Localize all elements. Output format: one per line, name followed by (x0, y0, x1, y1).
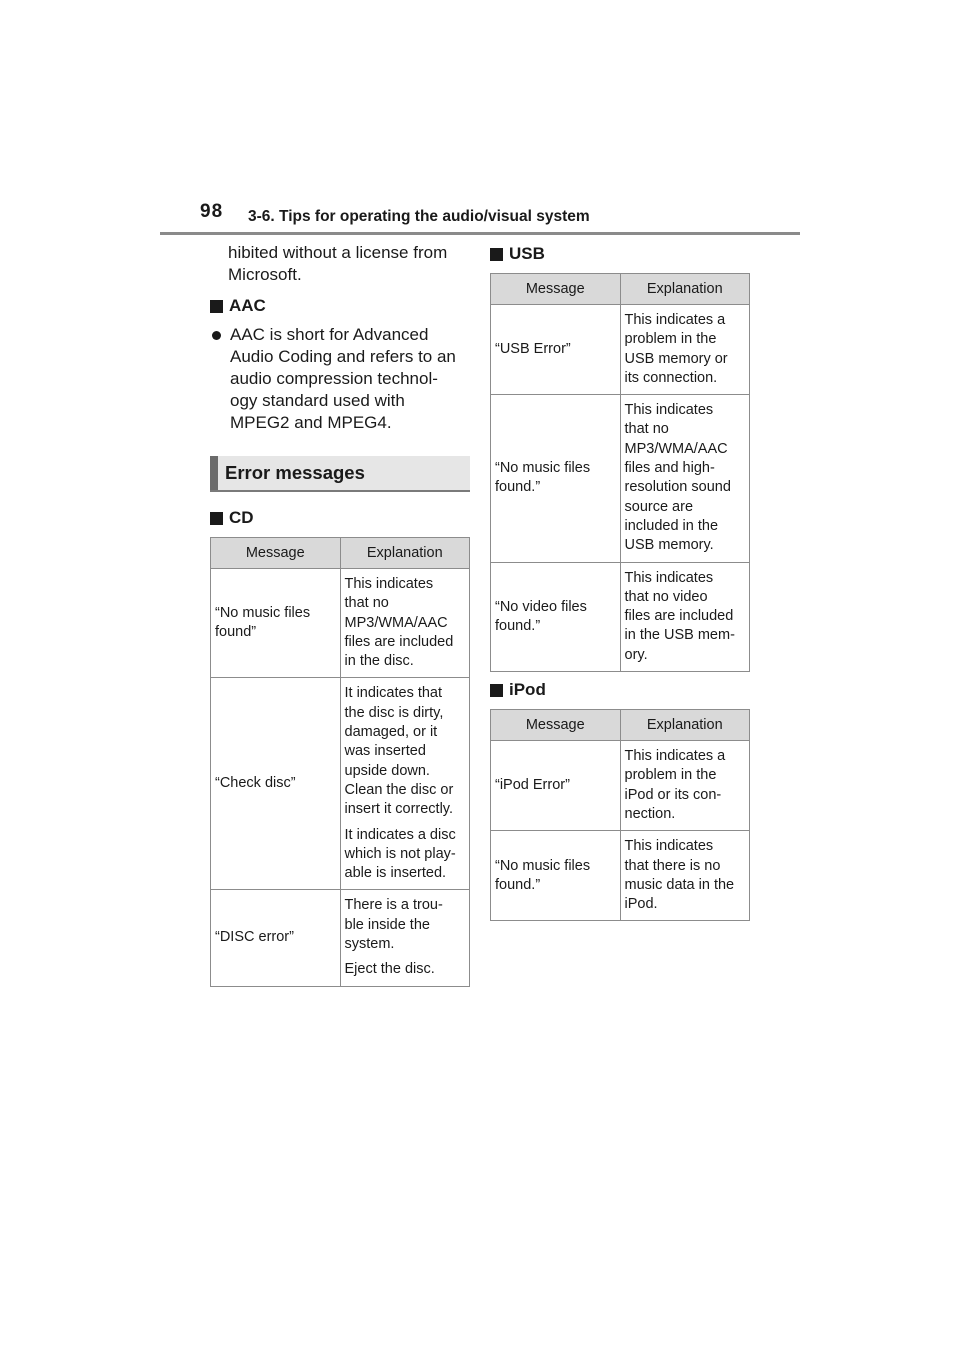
text-line: Clean the disc or (344, 781, 454, 798)
round-bullet-icon (212, 331, 221, 340)
text-line: Microsoft. (228, 265, 302, 284)
text-line: that no video (624, 588, 708, 605)
text-line: upside down. (344, 762, 430, 779)
explanation-cell (340, 569, 470, 678)
continued-paragraph (210, 242, 470, 286)
text-line: iPod. (624, 896, 658, 913)
text-line: MP3/WMA/AAC (344, 614, 448, 631)
text-line: included in the (624, 517, 719, 534)
explanation-paragraph (345, 826, 466, 884)
ipod-heading-label: iPod (509, 680, 546, 700)
explanation-cell (620, 395, 750, 562)
text-line: This indicates (624, 569, 714, 586)
table-row (491, 562, 750, 671)
explanation-paragraph (345, 684, 466, 819)
text-line: It indicates a disc (344, 826, 456, 843)
table-row (491, 395, 750, 562)
text-line: files are included (624, 608, 734, 625)
explanation-cell (620, 562, 750, 671)
explanation-paragraph (345, 575, 466, 671)
message-cell (491, 395, 621, 562)
text-line: in the disc. (344, 653, 414, 670)
cd-heading (210, 506, 470, 530)
text-line: nection. (624, 805, 676, 822)
message-cell (211, 890, 341, 986)
message-cell (491, 741, 621, 831)
text-line: files are included (344, 633, 454, 650)
explanation-cell (620, 305, 750, 395)
text-line: “No music files (495, 857, 591, 874)
table-header-row (211, 538, 470, 569)
text-line: MPEG2 and MPEG4. (230, 413, 392, 432)
text-line: source are (624, 498, 694, 515)
aac-bullet-text (230, 324, 456, 434)
text-line: resolution sound (624, 479, 731, 496)
running-header: 3-6. Tips for operating the audio/visual system (248, 208, 590, 225)
table-row (491, 305, 750, 395)
table-header-row (491, 274, 750, 305)
text-line: in the USB mem- (624, 627, 735, 644)
explanation-paragraph (625, 311, 746, 388)
text-line: which is not play- (344, 845, 456, 862)
text-line: This indicates a (624, 312, 726, 328)
text-line: found.” (495, 479, 541, 496)
text-line: This indicates (624, 838, 714, 855)
column-header-explanation: Explanation (620, 710, 750, 741)
usb-heading (490, 242, 750, 266)
header-rule (160, 232, 800, 235)
explanation-cell (340, 678, 470, 890)
text-line: that no (344, 595, 389, 612)
ipod-heading (490, 678, 750, 702)
column-header-explanation: Explanation (620, 274, 750, 305)
text-line: ory. (624, 646, 648, 663)
left-column (210, 240, 470, 987)
aac-heading (210, 294, 470, 318)
explanation-paragraph (345, 960, 466, 979)
text-line: “No video files (495, 598, 587, 615)
text-line: “USB Error” (495, 340, 571, 357)
text-line: audio compression technol- (230, 369, 438, 388)
table-row (211, 569, 470, 678)
text-line: files and high- (624, 460, 715, 477)
table-row (211, 678, 470, 890)
explanation-cell (620, 831, 750, 921)
usb-error-table (490, 273, 750, 672)
text-line: ogy standard used with (230, 391, 405, 410)
text-line: “iPod Error” (495, 776, 570, 793)
explanation-cell (340, 890, 470, 986)
column-header-message: Message (211, 538, 341, 569)
banner-bar (210, 456, 218, 490)
explanation-paragraph (625, 401, 746, 555)
text-line: found” (215, 624, 257, 641)
right-column (490, 240, 750, 921)
text-line: able is inserted. (344, 865, 447, 882)
text-line: There is a trou- (344, 897, 443, 914)
text-line: iPod or its con- (624, 786, 722, 803)
column-header-explanation: Explanation (340, 538, 470, 569)
text-line: USB memory or (624, 350, 728, 367)
text-line: Eject the disc. (344, 961, 435, 978)
text-line: hibited without a license from (228, 243, 448, 262)
ipod-error-table (490, 709, 750, 921)
text-line: AAC is short for Advanced (230, 325, 429, 344)
text-line: “Check disc” (215, 775, 296, 792)
square-bullet-icon (490, 684, 503, 697)
text-line: the disc is dirty, (344, 704, 444, 721)
column-header-message: Message (491, 710, 621, 741)
text-line: This indicates (344, 576, 434, 592)
text-line: “No music files (495, 460, 591, 477)
text-line: music data in the (624, 876, 735, 893)
explanation-cell (620, 741, 750, 831)
text-line: Audio Coding and refers to an (230, 347, 456, 366)
table-row (491, 741, 750, 831)
message-cell (211, 678, 341, 890)
text-line: that there is no (624, 857, 721, 874)
text-line: found.” (495, 617, 541, 634)
text-line: This indicates a (624, 748, 726, 765)
text-line: that no (624, 421, 669, 438)
table-row (211, 890, 470, 986)
table-header-row (491, 710, 750, 741)
column-header-message: Message (491, 274, 621, 305)
page-number: 98 (200, 201, 224, 222)
explanation-paragraph (345, 896, 466, 954)
message-cell (491, 305, 621, 395)
aac-heading-label: AAC (229, 296, 266, 315)
text-line: ble inside the (344, 916, 430, 933)
text-line: “No music files (215, 604, 311, 621)
square-bullet-icon (210, 300, 223, 313)
aac-bullet (210, 324, 470, 434)
square-bullet-icon (210, 512, 223, 525)
message-cell (491, 562, 621, 671)
message-cell (211, 569, 341, 678)
text-line: MP3/WMA/AAC (624, 440, 728, 457)
cd-heading-label: CD (229, 508, 254, 527)
message-cell (491, 831, 621, 921)
text-line: system. (344, 936, 395, 953)
text-line: found.” (495, 876, 541, 893)
text-line: damaged, or it (344, 724, 438, 741)
cd-error-table (210, 537, 470, 987)
explanation-paragraph (625, 837, 746, 914)
explanation-paragraph (625, 747, 746, 824)
text-line: problem in the (624, 767, 717, 784)
text-line: USB memory. (624, 537, 714, 554)
banner-title: Error messages (225, 462, 365, 483)
text-line: insert it correctly. (344, 801, 454, 818)
text-line: This indicates (624, 402, 714, 419)
error-messages-banner (210, 456, 470, 492)
square-bullet-icon (490, 248, 503, 261)
text-line: its connection. (624, 369, 718, 386)
text-line: was inserted (344, 743, 426, 760)
explanation-paragraph (625, 569, 746, 665)
usb-heading-label: USB (509, 244, 545, 263)
text-line: “DISC error” (215, 929, 294, 946)
text-line: It indicates that (344, 685, 443, 702)
text-line: problem in the (624, 331, 717, 348)
table-row (491, 831, 750, 921)
